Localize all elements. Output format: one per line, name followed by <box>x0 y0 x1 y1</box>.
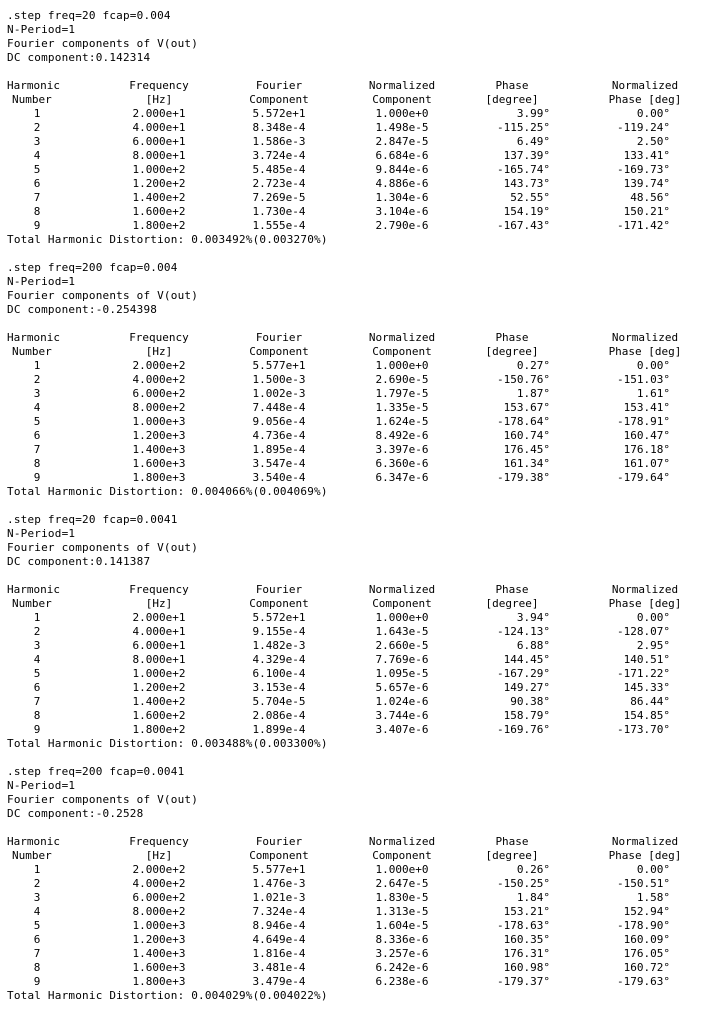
harmonic-number-cell: 5 <box>33 415 41 428</box>
harmonic-number-cell: 5 <box>33 163 41 176</box>
phase-cell: -165.74° <box>497 163 550 176</box>
normalized-phase-cell: -171.22° <box>617 667 670 680</box>
harmonic-number-cell: 8 <box>33 709 41 722</box>
frequency-cell: 1.200e+3 <box>132 933 186 946</box>
phase-cell: 6.88° <box>516 639 550 652</box>
fourier-component-cell: 8.946e-4 <box>252 919 306 932</box>
harmonic-number-cell: 7 <box>33 695 41 708</box>
column-header: [Hz] <box>145 345 173 358</box>
phase-cell: -150.25° <box>497 877 550 890</box>
normalized-component-cell: 2.847e-5 <box>375 135 429 148</box>
fourier-component-cell: 2.723e-4 <box>252 177 306 190</box>
harmonic-number-cell: 1 <box>33 359 41 372</box>
normalized-component-cell: 1.024e-6 <box>375 695 429 708</box>
normalized-component-cell: 1.000e+0 <box>375 359 429 372</box>
column-header: Phase <box>495 835 529 848</box>
normalized-component-cell: 6.347e-6 <box>375 471 429 484</box>
phase-cell: -178.64° <box>497 415 550 428</box>
column-header: [degree] <box>485 345 539 358</box>
column-header: Normalized <box>368 79 436 92</box>
frequency-cell: 6.000e+2 <box>132 891 186 904</box>
phase-cell: 0.26° <box>516 863 550 876</box>
column-header: [degree] <box>485 597 539 610</box>
total-harmonic-distortion-line: Total Harmonic Distortion: 0.003488%(0.003300%) <box>7 737 328 750</box>
normalized-phase-cell: 1.58° <box>636 891 670 904</box>
frequency-cell: 1.400e+3 <box>132 947 186 960</box>
normalized-phase-cell: 140.51° <box>623 653 670 666</box>
harmonic-number-cell: 9 <box>33 471 41 484</box>
harmonic-number-cell: 8 <box>33 205 41 218</box>
normalized-phase-cell: 160.47° <box>623 429 670 442</box>
fourier-component-cell: 1.899e-4 <box>252 723 306 736</box>
column-header: Fourier <box>255 583 303 596</box>
frequency-cell: 8.000e+1 <box>132 653 186 666</box>
normalized-component-cell: 6.238e-6 <box>375 975 429 988</box>
phase-cell: 149.27° <box>503 681 550 694</box>
normalized-component-cell: 7.769e-6 <box>375 653 429 666</box>
frequency-cell: 1.200e+2 <box>132 177 186 190</box>
harmonic-number-cell: 8 <box>33 961 41 974</box>
fourier-section <box>0 261 705 513</box>
column-header: Harmonic <box>7 583 60 596</box>
column-header: Fourier <box>255 835 303 848</box>
normalized-component-cell: 4.886e-6 <box>375 177 429 190</box>
fourier-component-cell: 2.086e-4 <box>252 709 306 722</box>
frequency-cell: 2.000e+1 <box>132 611 186 624</box>
column-header: Normalized <box>368 331 436 344</box>
phase-cell: 161.34° <box>503 457 550 470</box>
column-header: Component <box>249 93 309 106</box>
normalized-component-cell: 1.304e-6 <box>375 191 429 204</box>
column-header: Fourier <box>255 79 303 92</box>
normalized-component-cell: 6.242e-6 <box>375 961 429 974</box>
frequency-cell: 1.800e+3 <box>132 471 186 484</box>
column-header: Frequency <box>129 835 189 848</box>
phase-cell: 90.38° <box>510 695 550 708</box>
normalized-phase-cell: 161.07° <box>623 457 670 470</box>
normalized-component-cell: 1.624e-5 <box>375 415 429 428</box>
harmonic-number-cell: 8 <box>33 457 41 470</box>
column-header: Component <box>372 345 432 358</box>
column-header: [degree] <box>485 93 539 106</box>
frequency-cell: 2.000e+1 <box>132 107 186 120</box>
fourier-component-cell: 3.540e-4 <box>252 471 306 484</box>
harmonic-number-cell: 3 <box>33 639 41 652</box>
harmonic-number-cell: 1 <box>33 863 41 876</box>
fourier-component-cell: 4.736e-4 <box>252 429 306 442</box>
fourier-section <box>0 765 705 1017</box>
normalized-component-cell: 8.492e-6 <box>375 429 429 442</box>
phase-cell: -150.76° <box>497 373 550 386</box>
total-harmonic-distortion-line: Total Harmonic Distortion: 0.004066%(0.004069%) <box>7 485 328 498</box>
phase-cell: 153.67° <box>503 401 550 414</box>
frequency-cell: 6.000e+1 <box>132 639 186 652</box>
phase-cell: 6.49° <box>516 135 550 148</box>
normalized-component-cell: 2.690e-5 <box>375 373 429 386</box>
frequency-cell: 1.400e+3 <box>132 443 186 456</box>
dc-component-line: DC component:-0.2528 <box>7 807 144 820</box>
dc-component-line: DC component:0.142314 <box>7 51 151 64</box>
column-header: Number <box>12 597 52 610</box>
column-header: Phase [deg] <box>608 345 682 358</box>
normalized-component-cell: 3.407e-6 <box>375 723 429 736</box>
column-header: Normalized <box>611 79 679 92</box>
total-harmonic-distortion-line: Total Harmonic Distortion: 0.004029%(0.004022%) <box>7 989 328 1002</box>
fourier-component-cell: 5.577e+1 <box>252 359 306 372</box>
fourier-component-cell: 1.555e-4 <box>252 219 306 232</box>
phase-cell: 160.35° <box>503 933 550 946</box>
harmonic-number-cell: 3 <box>33 135 41 148</box>
normalized-phase-cell: 160.09° <box>623 933 670 946</box>
column-header: Phase [deg] <box>608 597 682 610</box>
harmonic-number-cell: 6 <box>33 681 41 694</box>
normalized-component-cell: 1.830e-5 <box>375 891 429 904</box>
harmonic-number-cell: 2 <box>33 877 41 890</box>
fourier-component-cell: 5.577e+1 <box>252 863 306 876</box>
normalized-phase-cell: -151.03° <box>617 373 670 386</box>
frequency-cell: 4.000e+1 <box>132 625 186 638</box>
normalized-phase-cell: -178.90° <box>617 919 670 932</box>
normalized-component-cell: 1.313e-5 <box>375 905 429 918</box>
normalized-phase-cell: 176.18° <box>623 443 670 456</box>
phase-cell: -124.13° <box>497 625 550 638</box>
phase-cell: 176.45° <box>503 443 550 456</box>
total-harmonic-distortion-line: Total Harmonic Distortion: 0.003492%(0.003270%) <box>7 233 328 246</box>
normalized-component-cell: 3.104e-6 <box>375 205 429 218</box>
column-header: Component <box>249 597 309 610</box>
normalized-phase-cell: 2.95° <box>636 639 670 652</box>
normalized-phase-cell: -171.42° <box>617 219 670 232</box>
harmonic-number-cell: 2 <box>33 121 41 134</box>
normalized-phase-cell: 0.00° <box>636 863 670 876</box>
fourier-component-cell: 1.002e-3 <box>252 387 306 400</box>
harmonic-number-cell: 6 <box>33 429 41 442</box>
step-line: .step freq=200 fcap=0.004 <box>7 261 178 274</box>
normalized-phase-cell: 48.56° <box>630 191 670 204</box>
normalized-phase-cell: -128.07° <box>617 625 670 638</box>
column-header: [degree] <box>485 849 539 862</box>
harmonic-number-cell: 2 <box>33 625 41 638</box>
normalized-phase-cell: 145.33° <box>623 681 670 694</box>
phase-cell: -115.25° <box>497 121 550 134</box>
normalized-phase-cell: 2.50° <box>636 135 670 148</box>
normalized-phase-cell: 0.00° <box>636 107 670 120</box>
normalized-component-cell: 9.844e-6 <box>375 163 429 176</box>
fourier-component-cell: 1.021e-3 <box>252 891 306 904</box>
step-line: .step freq=20 fcap=0.0041 <box>7 513 178 526</box>
fourier-section <box>0 9 705 261</box>
frequency-cell: 1.800e+3 <box>132 975 186 988</box>
frequency-cell: 1.000e+2 <box>132 667 186 680</box>
column-header: Phase <box>495 331 529 344</box>
column-header: Normalized <box>368 835 436 848</box>
column-header: Harmonic <box>7 331 60 344</box>
harmonic-number-cell: 7 <box>33 947 41 960</box>
harmonic-number-cell: 9 <box>33 723 41 736</box>
normalized-component-cell: 2.647e-5 <box>375 877 429 890</box>
normalized-phase-cell: -119.24° <box>617 121 670 134</box>
normalized-component-cell: 1.498e-5 <box>375 121 429 134</box>
normalized-phase-cell: 0.00° <box>636 359 670 372</box>
harmonic-number-cell: 5 <box>33 919 41 932</box>
harmonic-number-cell: 6 <box>33 177 41 190</box>
fourier-component-cell: 1.482e-3 <box>252 639 306 652</box>
column-header: [Hz] <box>145 849 173 862</box>
normalized-phase-cell: 133.41° <box>623 149 670 162</box>
column-header: Component <box>249 849 309 862</box>
column-header: [Hz] <box>145 597 173 610</box>
frequency-cell: 2.000e+2 <box>132 359 186 372</box>
normalized-phase-cell: 1.61° <box>636 387 670 400</box>
harmonic-number-cell: 7 <box>33 443 41 456</box>
harmonic-number-cell: 3 <box>33 387 41 400</box>
normalized-component-cell: 1.000e+0 <box>375 107 429 120</box>
frequency-cell: 1.800e+2 <box>132 723 186 736</box>
frequency-cell: 8.000e+1 <box>132 149 186 162</box>
frequency-cell: 1.600e+3 <box>132 457 186 470</box>
phase-cell: 154.19° <box>503 205 550 218</box>
fourier-component-cell: 4.649e-4 <box>252 933 306 946</box>
fourier-component-cell: 1.730e-4 <box>252 205 306 218</box>
fourier-component-cell: 1.895e-4 <box>252 443 306 456</box>
column-header: [Hz] <box>145 93 173 106</box>
phase-cell: 143.73° <box>503 177 550 190</box>
normalized-phase-cell: 86.44° <box>630 695 670 708</box>
frequency-cell: 8.000e+2 <box>132 905 186 918</box>
frequency-cell: 1.200e+2 <box>132 681 186 694</box>
fourier-component-cell: 3.547e-4 <box>252 457 306 470</box>
frequency-cell: 1.000e+2 <box>132 163 186 176</box>
fourier-title-line: Fourier components of V(out) <box>7 289 199 302</box>
fourier-title-line: Fourier components of V(out) <box>7 541 199 554</box>
column-header: Harmonic <box>7 79 60 92</box>
column-header: Normalized <box>611 835 679 848</box>
frequency-cell: 1.600e+2 <box>132 205 186 218</box>
column-header: Number <box>12 345 52 358</box>
column-header: Number <box>12 849 52 862</box>
phase-cell: 1.84° <box>516 891 550 904</box>
column-header: Component <box>249 345 309 358</box>
phase-cell: 160.74° <box>503 429 550 442</box>
harmonic-number-cell: 4 <box>33 401 41 414</box>
dc-component-line: DC component:0.141387 <box>7 555 151 568</box>
normalized-phase-cell: -178.91° <box>617 415 670 428</box>
frequency-cell: 6.000e+2 <box>132 387 186 400</box>
normalized-component-cell: 2.790e-6 <box>375 219 429 232</box>
harmonic-number-cell: 9 <box>33 975 41 988</box>
phase-cell: 3.94° <box>516 611 550 624</box>
fourier-component-cell: 6.100e-4 <box>252 667 306 680</box>
column-header: Frequency <box>129 331 189 344</box>
normalized-phase-cell: -179.64° <box>617 471 670 484</box>
fourier-component-cell: 5.572e+1 <box>252 107 306 120</box>
phase-cell: 153.21° <box>503 905 550 918</box>
fourier-component-cell: 3.481e-4 <box>252 961 306 974</box>
normalized-phase-cell: 152.94° <box>623 905 670 918</box>
column-header: Phase [deg] <box>608 849 682 862</box>
phase-cell: 176.31° <box>503 947 550 960</box>
phase-cell: -179.38° <box>497 471 550 484</box>
phase-cell: -167.43° <box>497 219 550 232</box>
fourier-component-cell: 9.056e-4 <box>252 415 306 428</box>
column-header: Phase <box>495 583 529 596</box>
column-header: Normalized <box>611 583 679 596</box>
fourier-component-cell: 1.500e-3 <box>252 373 306 386</box>
phase-cell: -169.76° <box>497 723 550 736</box>
column-header: Fourier <box>255 331 303 344</box>
harmonic-number-cell: 4 <box>33 653 41 666</box>
phase-cell: 0.27° <box>516 359 550 372</box>
frequency-cell: 2.000e+2 <box>132 863 186 876</box>
n-period-line: N-Period=1 <box>7 527 76 540</box>
phase-cell: 137.39° <box>503 149 550 162</box>
column-header: Frequency <box>129 583 189 596</box>
frequency-cell: 1.200e+3 <box>132 429 186 442</box>
phase-cell: -179.37° <box>497 975 550 988</box>
frequency-cell: 1.600e+3 <box>132 961 186 974</box>
fourier-component-cell: 5.704e-5 <box>252 695 306 708</box>
normalized-component-cell: 3.257e-6 <box>375 947 429 960</box>
harmonic-number-cell: 1 <box>33 107 41 120</box>
dc-component-line: DC component:-0.254398 <box>7 303 158 316</box>
phase-cell: 160.98° <box>503 961 550 974</box>
normalized-component-cell: 1.604e-5 <box>375 919 429 932</box>
fourier-component-cell: 7.269e-5 <box>252 191 306 204</box>
normalized-phase-cell: -169.73° <box>617 163 670 176</box>
frequency-cell: 1.600e+2 <box>132 709 186 722</box>
harmonic-number-cell: 4 <box>33 905 41 918</box>
fourier-component-cell: 8.348e-4 <box>252 121 306 134</box>
frequency-cell: 4.000e+1 <box>132 121 186 134</box>
normalized-phase-cell: 160.72° <box>623 961 670 974</box>
frequency-cell: 6.000e+1 <box>132 135 186 148</box>
frequency-cell: 1.000e+3 <box>132 415 186 428</box>
fourier-component-cell: 3.724e-4 <box>252 149 306 162</box>
fourier-section <box>0 513 705 765</box>
frequency-cell: 1.800e+2 <box>132 219 186 232</box>
phase-cell: 52.55° <box>510 191 550 204</box>
harmonic-number-cell: 1 <box>33 611 41 624</box>
n-period-line: N-Period=1 <box>7 275 76 288</box>
column-header: Normalized <box>611 331 679 344</box>
harmonic-number-cell: 2 <box>33 373 41 386</box>
column-header: Number <box>12 93 52 106</box>
normalized-component-cell: 3.744e-6 <box>375 709 429 722</box>
fourier-component-cell: 7.324e-4 <box>252 905 306 918</box>
step-line: .step freq=20 fcap=0.004 <box>7 9 171 22</box>
normalized-phase-cell: 139.74° <box>623 177 670 190</box>
harmonic-number-cell: 7 <box>33 191 41 204</box>
normalized-component-cell: 1.335e-5 <box>375 401 429 414</box>
normalized-phase-cell: -150.51° <box>617 877 670 890</box>
phase-cell: 3.99° <box>516 107 550 120</box>
normalized-phase-cell: 176.05° <box>623 947 670 960</box>
fourier-component-cell: 1.816e-4 <box>252 947 306 960</box>
fourier-component-cell: 1.586e-3 <box>252 135 306 148</box>
normalized-component-cell: 1.797e-5 <box>375 387 429 400</box>
normalized-phase-cell: 154.85° <box>623 709 670 722</box>
fourier-component-cell: 3.153e-4 <box>252 681 306 694</box>
harmonic-number-cell: 6 <box>33 933 41 946</box>
normalized-component-cell: 1.095e-5 <box>375 667 429 680</box>
n-period-line: N-Period=1 <box>7 23 76 36</box>
frequency-cell: 1.400e+2 <box>132 695 186 708</box>
frequency-cell: 4.000e+2 <box>132 877 186 890</box>
fourier-component-cell: 5.572e+1 <box>252 611 306 624</box>
phase-cell: 144.45° <box>503 653 550 666</box>
normalized-phase-cell: -179.63° <box>617 975 670 988</box>
fourier-component-cell: 9.155e-4 <box>252 625 306 638</box>
n-period-line: N-Period=1 <box>7 779 76 792</box>
normalized-component-cell: 2.660e-5 <box>375 639 429 652</box>
fourier-component-cell: 1.476e-3 <box>252 877 306 890</box>
frequency-cell: 4.000e+2 <box>132 373 186 386</box>
phase-cell: 158.79° <box>503 709 550 722</box>
column-header: Component <box>372 849 432 862</box>
harmonic-number-cell: 4 <box>33 149 41 162</box>
frequency-cell: 1.000e+3 <box>132 919 186 932</box>
harmonic-number-cell: 9 <box>33 219 41 232</box>
fourier-component-cell: 7.448e-4 <box>252 401 306 414</box>
normalized-component-cell: 6.360e-6 <box>375 457 429 470</box>
phase-cell: 1.87° <box>516 387 550 400</box>
column-header: Component <box>372 93 432 106</box>
normalized-phase-cell: 150.21° <box>623 205 670 218</box>
normalized-component-cell: 3.397e-6 <box>375 443 429 456</box>
fourier-component-cell: 4.329e-4 <box>252 653 306 666</box>
normalized-phase-cell: 0.00° <box>636 611 670 624</box>
normalized-component-cell: 5.657e-6 <box>375 681 429 694</box>
fourier-title-line: Fourier components of V(out) <box>7 793 199 806</box>
column-header: Phase [deg] <box>608 93 682 106</box>
step-line: .step freq=200 fcap=0.0041 <box>7 765 185 778</box>
fourier-title-line: Fourier components of V(out) <box>7 37 199 50</box>
fourier-component-cell: 3.479e-4 <box>252 975 306 988</box>
normalized-component-cell: 1.000e+0 <box>375 863 429 876</box>
harmonic-number-cell: 3 <box>33 891 41 904</box>
column-header: Frequency <box>129 79 189 92</box>
column-header: Normalized <box>368 583 436 596</box>
harmonic-number-cell: 5 <box>33 667 41 680</box>
normalized-component-cell: 1.643e-5 <box>375 625 429 638</box>
frequency-cell: 1.400e+2 <box>132 191 186 204</box>
column-header: Harmonic <box>7 835 60 848</box>
phase-cell: -167.29° <box>497 667 550 680</box>
column-header: Component <box>372 597 432 610</box>
normalized-component-cell: 1.000e+0 <box>375 611 429 624</box>
fourier-component-cell: 5.485e-4 <box>252 163 306 176</box>
column-header: Phase <box>495 79 529 92</box>
normalized-phase-cell: -173.70° <box>617 723 670 736</box>
normalized-component-cell: 6.684e-6 <box>375 149 429 162</box>
frequency-cell: 8.000e+2 <box>132 401 186 414</box>
normalized-phase-cell: 153.41° <box>623 401 670 414</box>
phase-cell: -178.63° <box>497 919 550 932</box>
normalized-component-cell: 8.336e-6 <box>375 933 429 946</box>
